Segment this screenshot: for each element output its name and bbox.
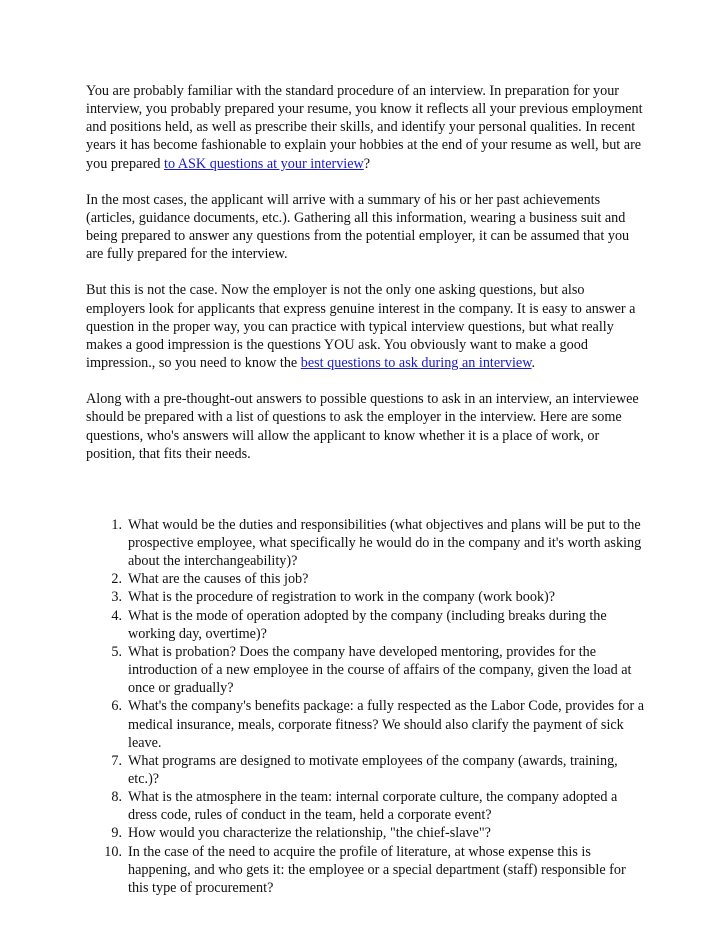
list-item-text: What would be the duties and responsibilities (what objectives and plans will be put to the prospective employee, what specifically he would do in the company and it's worth asking about the interchangeability)?: [128, 516, 642, 570]
list-item-text: How would you characterize the relationship, "the chief-slave"?: [128, 825, 491, 842]
list-item: [86, 843, 646, 897]
paragraph-prepare: Along with a pre-thought-out answers to possible questions to ask in an interview, an interviewee should be prepared with a list of questions to ask the employer in the interview. Here are some questions, who's answers will allow the applicant to know whether it is a place of work, or position, that fits their needs.: [86, 391, 639, 462]
paragraph-employer: [86, 281, 646, 372]
list-item: [86, 697, 646, 751]
list-item-text: What is the procedure of registration to work in the company (work book)?: [128, 589, 556, 606]
list-item-number: 4.: [111, 607, 122, 624]
list-item-text: What are the causes of this job?: [128, 571, 309, 588]
list-item-number: 2.: [111, 571, 122, 588]
list-item-text: What is probation? Does the company have developed mentoring, provides for the introduction of a new employee in the course of affairs of the company, given the load at once or gradually?: [128, 643, 632, 697]
paragraph-intro-end: ?: [363, 155, 371, 172]
list-item-number: 8.: [111, 789, 122, 806]
list-item-text: In the case of the need to acquire the profile of literature, at whose expense this is happening, and who gets it: the employee or a special department (staff) responsible for this type of procurement?: [128, 843, 626, 896]
list-item-text: What's the company's benefits package: a fully respected as the Labor Code, provides for a medical insurance, meals, corporate fitness? We should also clarify the payment of sick leave.: [128, 698, 645, 751]
best-questions-link[interactable]: best questions to ask during an interview: [300, 355, 532, 372]
list-item-number: 5.: [111, 643, 122, 660]
list-item-number: 10.: [104, 843, 122, 860]
paragraph-employer-end: .: [531, 355, 536, 372]
list-item-text: What is the atmosphere in the team: internal corporate culture, the company adopted a dress code, rules of conduct in the team, held a corporate event?: [128, 789, 618, 824]
questions-list: [86, 516, 646, 897]
list-item-number: 1.: [111, 516, 122, 533]
document-page: [86, 82, 646, 897]
list-item-number: 3.: [111, 589, 122, 606]
list-item: [86, 752, 646, 788]
list-item: [86, 570, 646, 588]
list-item-text: What is the mode of operation adopted by the company (including breaks during the working day, overtime)?: [128, 607, 607, 642]
list-item: [86, 588, 646, 606]
list-item: [86, 643, 646, 697]
paragraph-applicant: In the most cases, the applicant will arrive with a summary of his or her past achievements (articles, guidance documents, etc.). Gathering all this information, wearing a business suit and being prepared to answer any questions from the potential employer, it can be assumed that you are fully prepared for the interview.: [86, 191, 630, 263]
list-item-text: What programs are designed to motivate employees of the company (awards, training, etc.)?: [128, 752, 618, 787]
ask-questions-link[interactable]: to ASK questions at your interview: [164, 155, 364, 172]
list-item-number: 9.: [111, 825, 122, 842]
list-item: [86, 607, 646, 643]
list-item: [86, 824, 646, 842]
paragraph-intro-text: You are probably familiar with the standard procedure of an interview. In preparation for your interview, you probably prepared your resume, you know it reflects all your previous employment and positions held, as well as prescribe their skills, and identify your personal qualities. In recent years it has become fashionable to explain your hobbies at the end of your resume as well, but are you prepared: [86, 83, 643, 172]
list-item: [86, 788, 646, 824]
list-item-number: 7.: [111, 752, 122, 769]
paragraph-intro: [86, 82, 646, 173]
list-item: [86, 516, 646, 570]
list-item-number: 6.: [111, 698, 122, 715]
paragraph-employer-text: But this is not the case. Now the employer is not the only one asking questions, but also employers look for applicants that express genuine interest in the company. It is easy to answer a question in the proper way, you can practice with typical interview questions, but what really makes a good impression is the questions YOU ask. You obviously want to make a good impression., so you need to know the: [86, 282, 636, 372]
